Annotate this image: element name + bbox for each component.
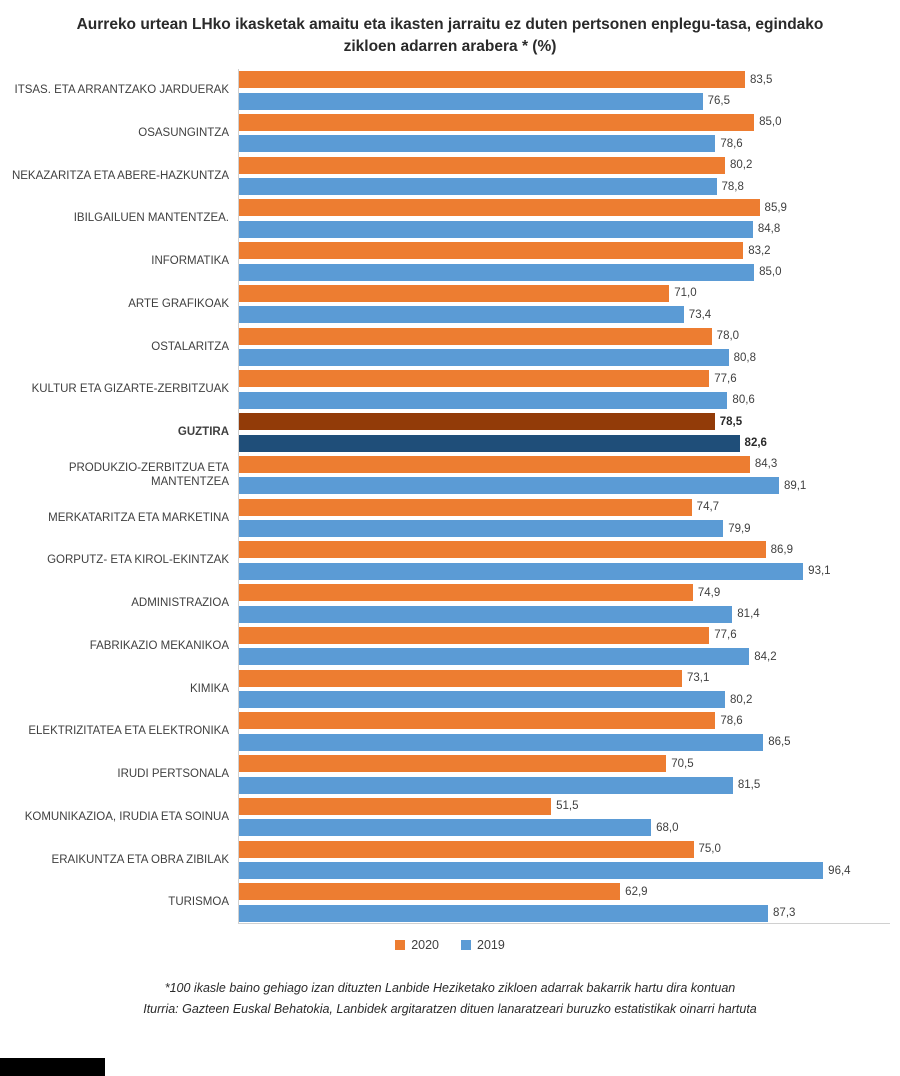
category-label: KOMUNIKAZIOA, IRUDIA ETA SOINUA xyxy=(24,810,229,823)
bar-value-label: 80,6 xyxy=(732,394,755,407)
bar-row xyxy=(239,561,890,582)
category-label-row xyxy=(0,881,238,924)
bar-2019[interactable] xyxy=(239,606,732,623)
bar-row xyxy=(239,90,890,111)
category-label-row xyxy=(0,283,238,326)
bar-value-label: 78,6 xyxy=(720,137,743,150)
bar-group xyxy=(239,197,890,240)
bar-row xyxy=(239,283,890,304)
category-label: KULTUR ETA GIZARTE-ZERBITZUAK xyxy=(31,383,229,396)
bar-2019[interactable] xyxy=(239,648,749,665)
bar-2019[interactable] xyxy=(239,905,768,922)
bar-2020[interactable] xyxy=(239,541,766,558)
bar-value-label: 73,4 xyxy=(688,308,712,321)
bar-row xyxy=(239,539,890,560)
bars-area xyxy=(238,69,890,924)
bar-2020[interactable] xyxy=(239,114,754,131)
category-label: KIMIKA xyxy=(190,682,229,695)
bar-row xyxy=(239,112,890,133)
bar-2019[interactable] xyxy=(239,93,703,110)
bar-row xyxy=(239,903,890,924)
bar-group xyxy=(239,411,890,454)
category-label: ADMINISTRAZIOA xyxy=(131,597,229,610)
bar-row xyxy=(239,860,890,881)
bar-value-label: 84,3 xyxy=(754,458,778,471)
bar-2020[interactable] xyxy=(239,798,551,815)
bar-row xyxy=(239,390,890,411)
bar-value-label: 80,8 xyxy=(733,351,757,364)
category-label: ELEKTRIZITATEA ETA ELEKTRONIKA xyxy=(28,725,229,738)
bar-2019[interactable] xyxy=(239,392,727,409)
bar-2019[interactable] xyxy=(239,221,753,238)
category-label-row xyxy=(0,710,238,753)
bar-row xyxy=(239,732,890,753)
bar-value-label: 74,9 xyxy=(697,586,721,599)
bar-group xyxy=(239,796,890,839)
bar-group xyxy=(239,240,890,283)
chart-legend xyxy=(0,938,900,952)
bar-2019[interactable] xyxy=(239,563,803,580)
bar-2020[interactable] xyxy=(239,199,760,216)
bar-value-label: 85,0 xyxy=(759,266,782,278)
bar-row xyxy=(239,219,890,240)
category-label-row xyxy=(0,240,238,283)
bar-2020[interactable] xyxy=(239,712,715,729)
bar-row xyxy=(239,774,890,795)
bar-2019[interactable] xyxy=(239,691,725,708)
bar-2020[interactable] xyxy=(239,71,745,88)
bar-value-label: 78,6 xyxy=(720,714,743,727)
bar-value-label: 93,1 xyxy=(808,565,831,578)
bar-value-label: 77,6 xyxy=(714,629,737,642)
category-label: GUZTIRA xyxy=(177,426,229,439)
bar-2019[interactable] xyxy=(239,819,651,836)
category-label-row xyxy=(0,496,238,539)
bar-value-label: 78,5 xyxy=(719,415,743,428)
bar-row xyxy=(239,154,890,175)
bar-2019[interactable] xyxy=(239,477,779,494)
bar-row xyxy=(239,325,890,346)
bar-row xyxy=(239,689,890,710)
bar-value-label: 80,2 xyxy=(730,159,753,172)
bar-2020[interactable] xyxy=(239,627,709,644)
bar-row xyxy=(239,646,890,667)
bar-row xyxy=(239,710,890,731)
category-label: FABRIKAZIO MEKANIKOA xyxy=(89,639,229,652)
bar-2020[interactable] xyxy=(239,456,750,473)
x-axis-line xyxy=(238,923,890,924)
bar-2019[interactable] xyxy=(239,734,763,751)
category-label: IRUDI PERTSONALA xyxy=(117,768,229,781)
bar-group xyxy=(239,325,890,368)
bar-group xyxy=(239,710,890,753)
plot-area xyxy=(0,69,900,924)
category-label-row xyxy=(0,368,238,411)
bar-value-label: 86,9 xyxy=(770,543,793,556)
bar-value-label: 70,5 xyxy=(671,757,694,770)
bar-value-label: 85,9 xyxy=(764,201,787,214)
corner-mark xyxy=(0,1058,105,1076)
category-label-row xyxy=(0,411,238,454)
bar-group xyxy=(239,496,890,539)
legend-swatch-2019-icon xyxy=(461,940,471,950)
bar-value-label: 83,2 xyxy=(748,244,771,257)
bar-row xyxy=(239,176,890,197)
bar-group xyxy=(239,112,890,155)
bar-row xyxy=(239,240,890,261)
category-label-row xyxy=(0,454,238,497)
bar-group xyxy=(239,154,890,197)
bar-2020[interactable] xyxy=(239,883,620,900)
category-label-row xyxy=(0,667,238,710)
bar-row xyxy=(239,518,890,539)
footnote-source: Iturria: Gazteen Euskal Behatokia, Lanbidek argitaratzen dituen lanaratzeari buruzko estatistikak oinarri hartuta xyxy=(143,1002,757,1017)
bar-row xyxy=(239,475,890,496)
category-label: ARTE GRAFIKOAK xyxy=(128,297,229,310)
bar-2020[interactable] xyxy=(239,755,666,772)
bar-value-label: 71,0 xyxy=(674,287,697,300)
legend-label-2020: 2020 xyxy=(411,937,439,952)
bar-value-label: 89,1 xyxy=(783,479,807,492)
bar-group xyxy=(239,838,890,881)
category-label: ITSAS. ETA ARRANTZAKO JARDUERAK xyxy=(14,84,229,97)
bar-value-label: 62,9 xyxy=(625,885,648,898)
category-label: TURISMOA xyxy=(168,896,229,909)
category-label-row xyxy=(0,625,238,668)
bar-2019[interactable] xyxy=(239,349,729,366)
category-label-row xyxy=(0,796,238,839)
bar-2020[interactable] xyxy=(239,370,709,387)
bar-value-label: 85,0 xyxy=(759,116,782,129)
bar-value-label: 79,9 xyxy=(728,522,751,535)
category-label: PRODUKZIO-ZERBITZUA ETA MANTENTZEA xyxy=(68,461,229,489)
bar-group xyxy=(239,881,890,924)
bar-value-label: 73,1 xyxy=(686,672,710,685)
bar-row xyxy=(239,582,890,603)
bar-2020[interactable] xyxy=(239,841,694,858)
category-label: OSASUNGINTZA xyxy=(138,126,229,139)
bar-2019[interactable] xyxy=(239,862,823,879)
bar-group xyxy=(239,283,890,326)
bar-group xyxy=(239,69,890,112)
bar-row xyxy=(239,496,890,517)
bar-value-label: 86,5 xyxy=(768,736,791,749)
bar-row xyxy=(239,667,890,688)
category-label-row xyxy=(0,325,238,368)
bar-row xyxy=(239,261,890,282)
legend-item-2020[interactable] xyxy=(395,938,439,952)
bar-row xyxy=(239,817,890,838)
bar-2019[interactable] xyxy=(239,264,754,281)
bar-value-label: 77,6 xyxy=(714,372,737,385)
bar-row xyxy=(239,133,890,154)
bar-2019[interactable] xyxy=(239,306,684,323)
bar-value-label: 81,5 xyxy=(737,779,761,791)
bar-2020[interactable] xyxy=(239,670,682,687)
bar-row xyxy=(239,796,890,817)
bar-row xyxy=(239,368,890,389)
bar-value-label: 75,0 xyxy=(698,843,721,856)
category-label: OSTALARITZA xyxy=(151,340,229,353)
bar-row xyxy=(239,753,890,774)
bar-value-label: 83,5 xyxy=(750,73,773,86)
bar-value-label: 82,6 xyxy=(744,437,767,449)
legend-label-2019: 2019 xyxy=(477,937,505,952)
category-label-row xyxy=(0,838,238,881)
category-label-row xyxy=(0,69,238,112)
category-label: ERAIKUNTZA ETA OBRA ZIBILAK xyxy=(51,853,229,866)
bar-2020[interactable] xyxy=(239,242,743,259)
bar-row xyxy=(239,411,890,432)
legend-item-2019[interactable] xyxy=(461,938,505,952)
category-label: MERKATARITZA ETA MARKETINA xyxy=(48,511,229,524)
bar-value-label: 87,3 xyxy=(773,907,796,920)
bar-2019[interactable] xyxy=(239,178,717,195)
category-label-row xyxy=(0,753,238,796)
bar-value-label: 96,4 xyxy=(828,864,851,877)
chart-title: Aurreko urtean LHko ikasketak amaitu eta ikasten jarraitu ez duten pertsonen enplegu-tasa, egindako zikloen adarren arabera * (%) xyxy=(76,16,824,56)
category-label-row xyxy=(0,197,238,240)
bar-value-label: 78,0 xyxy=(716,330,740,343)
bar-2019[interactable] xyxy=(239,520,723,537)
category-label: GORPUTZ- ETA KIROL-EKINTZAK xyxy=(47,554,229,567)
category-label: INFORMATIKA xyxy=(151,255,229,268)
bar-group xyxy=(239,667,890,710)
bar-2020[interactable] xyxy=(239,328,712,345)
bar-row xyxy=(239,625,890,646)
category-label-row xyxy=(0,112,238,155)
bar-row xyxy=(239,432,890,453)
bar-2019[interactable] xyxy=(239,135,715,152)
bar-2020[interactable] xyxy=(239,584,693,601)
bar-value-label: 80,2 xyxy=(730,693,753,706)
bar-2020[interactable] xyxy=(239,157,725,174)
bar-value-label: 68,0 xyxy=(656,821,679,834)
bar-row xyxy=(239,69,890,90)
bar-row xyxy=(239,454,890,475)
bar-row xyxy=(239,603,890,624)
bar-2020[interactable] xyxy=(239,499,692,516)
bar-group xyxy=(239,753,890,796)
bar-value-label: 74,7 xyxy=(696,501,720,514)
category-axis xyxy=(0,69,238,924)
footnote-methodology: *100 ikasle baino gehiago izan dituzten Lanbide Heziketako zikloen adarrak bakarrik hartu dira kontuan xyxy=(164,980,736,995)
category-label: IBILGAILUEN MANTENTZEA. xyxy=(73,212,229,225)
bar-2020[interactable] xyxy=(239,285,669,302)
bar-group xyxy=(239,368,890,411)
bar-value-label: 76,5 xyxy=(707,95,730,107)
bar-row xyxy=(239,881,890,902)
bar-group xyxy=(239,625,890,668)
legend-swatch-2020-icon xyxy=(395,940,405,950)
bar-2019[interactable] xyxy=(239,435,740,452)
category-label-row xyxy=(0,154,238,197)
bar-value-label: 81,4 xyxy=(737,608,760,620)
bar-value-label: 84,8 xyxy=(757,223,781,236)
bar-group xyxy=(239,582,890,625)
bar-2019[interactable] xyxy=(239,777,733,794)
bar-row xyxy=(239,838,890,859)
bar-row xyxy=(239,197,890,218)
bar-group xyxy=(239,539,890,582)
bar-value-label: 78,8 xyxy=(721,180,744,193)
chart-footnotes xyxy=(0,978,900,1021)
category-label: NEKAZARITZA ETA ABERE-HAZKUNTZA xyxy=(11,169,229,182)
bar-row xyxy=(239,347,890,368)
category-label-row xyxy=(0,539,238,582)
bar-value-label: 51,5 xyxy=(556,800,579,813)
bar-row xyxy=(239,304,890,325)
bar-2020[interactable] xyxy=(239,413,715,430)
bar-value-label: 84,2 xyxy=(754,650,777,663)
bar-group xyxy=(239,454,890,497)
category-label-row xyxy=(0,582,238,625)
